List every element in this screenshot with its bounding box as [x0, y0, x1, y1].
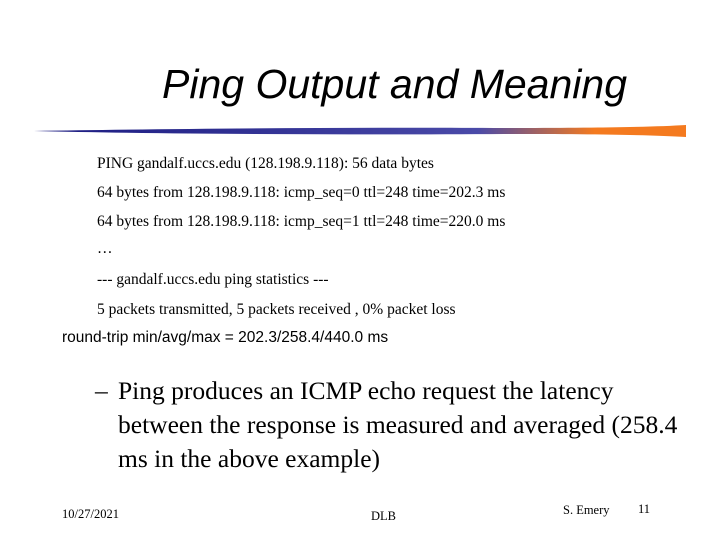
- bullet-dash: –: [95, 376, 108, 405]
- ping-reply-line-1: 64 bytes from 128.198.9.118: icmp_seq=0 ttl=248 time=202.3 ms: [97, 184, 506, 201]
- title-underline: [34, 124, 686, 138]
- explanation-bullet: [95, 374, 678, 476]
- page-number: 11: [638, 502, 651, 516]
- round-trip-summary: round-trip min/avg/max = 202.3/258.4/440.0 ms: [62, 329, 389, 346]
- ping-reply-line-2: 64 bytes from 128.198.9.118: icmp_seq=1 ttl=248 time=220.0 ms: [97, 213, 506, 230]
- footer-center-label: DLB: [371, 509, 396, 523]
- footer-author: S. Emery: [563, 503, 610, 517]
- ping-statistics-header: --- gandalf.uccs.edu ping statistics ---: [97, 271, 329, 288]
- footer-date: 10/27/2021: [62, 507, 119, 521]
- ping-command-line: PING gandalf.uccs.edu (128.198.9.118): 56 data bytes: [97, 155, 434, 172]
- slide-title: Ping Output and Meaning: [162, 61, 627, 107]
- bullet-text: Ping produces an ICMP echo request the latency between the response is measured and averaged (258.4 ms in the above example): [118, 376, 678, 473]
- ping-ellipsis: …: [97, 240, 113, 257]
- ping-packet-summary: 5 packets transmitted, 5 packets received , 0% packet loss: [97, 301, 456, 318]
